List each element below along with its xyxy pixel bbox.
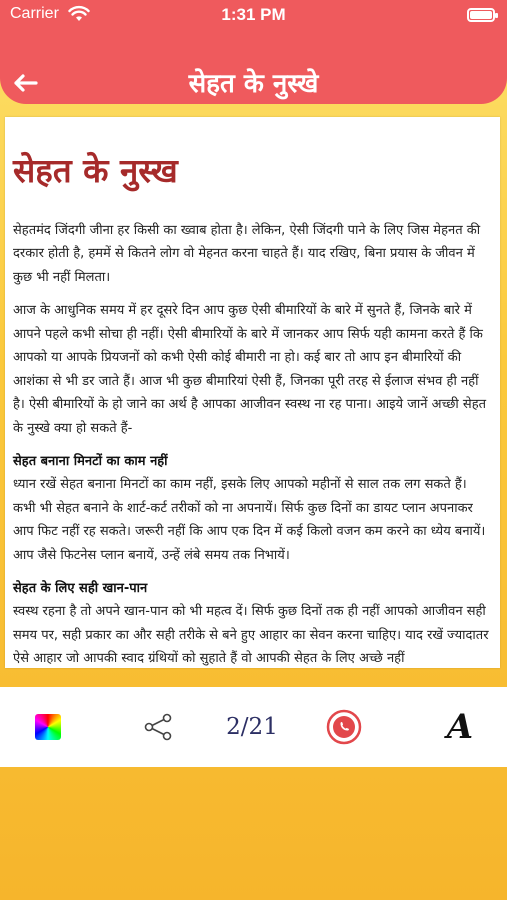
whatsapp-share-button[interactable] [322, 687, 366, 767]
clock: 1:31 PM [221, 5, 286, 24]
color-palette-icon [35, 714, 61, 740]
section-body: ध्यान रखें सेहत बनाना मिनटों का काम नहीं, इसके लिए आपको महीनों से साल तक लग सकते हैं। कभी भी सेहत बनाने के शार्ट-कर्ट तरीकों को ना अपनायें। सिर्फ कुछ दिनों का डायट प्लान अपनाकर आप फिट नहीं रह सकते। जरूरी नहीं कि आप एक दिन में कई किलो वजन कम करने का ध्येय बनायें। आप जैसे फिटनेस प्लान बनायें, उन्हें लंबे समय तक निभायें। [13, 477, 486, 563]
article-card[interactable] [5, 117, 500, 668]
page-counter: 2/21 [226, 714, 278, 740]
article-title: सेहत के नुस्ख [13, 151, 178, 190]
article-paragraph: आज के आधुनिक समय में हर दूसरे दिन आप कुछ ऐसी बीमारियों के बारे में सुनते हैं, जिनके बारे में आपने पहले कभी सोचा ही नहीं। ऐसी बीमारियों के बारे में जानकर आप सिर्फ यही कामना करते हैं कि आपको या आपके प्रियजनों को कभी ऐसी कोई बीमारी ना हो। कई बार तो आप इन बीमारियों की आशंका से भी डर जाते हैं। आज भी कुछ बीमारियां ऐसी हैं, जिनका पूरी तरह से ईलाज संभव ही नहीं है। ऐसी बीमारियों के हो जाने का अर्थ है आपका आजीवन स्वस्थ ना रह पाना। आइये जानें अच्छी सेहत के नुस्खे क्या हो सकते हैं- [13, 303, 487, 436]
section-body: स्वस्थ रहना है तो अपने खान-पान को भी महत्व दें। सिर्फ कुछ दिनों तक ही नहीं आपको आजीवन सही समय पर, सही प्रकार का और सही तरीके से बने हुए आहार का सेवन करना चाहिए। याद रखें ज्यादातर ऐसे आहार जो आपकी स्वाद ग्रंथियों को सुहाते हैं वो आपकी सेहत के लिए अच्छे नहीं [13, 604, 489, 667]
section-heading: सेहत बनाना मिनटों का काम नहीं [13, 454, 168, 470]
bottom-toolbar [0, 687, 507, 767]
article-paragraph: सेहतमंद जिंदगी जीना हर किसी का ख्वाब होता है। लेकिन, ऐसी जिंदगी पाने के लिए जिस मेहनत की दरकार होती है, हममें से कितने लोग वो मेहनत करना चाहते हैं। याद रखिए, बिना प्रयास के जीवन में कुछ भी नहीं मिलता। [13, 222, 481, 285]
carrier-label: Carrier [10, 5, 59, 22]
font-size-button[interactable]: A [446, 707, 474, 747]
color-palette-button[interactable] [30, 687, 66, 767]
share-button[interactable] [138, 687, 178, 767]
battery-icon [467, 8, 495, 22]
status-bar [0, 0, 507, 32]
share-icon [142, 712, 174, 742]
whatsapp-icon [325, 708, 363, 746]
section-heading: सेहत के लिए सही खान-पान [13, 581, 148, 597]
app-header [0, 0, 507, 104]
page-title: सेहत के नुस्खे [188, 69, 319, 99]
